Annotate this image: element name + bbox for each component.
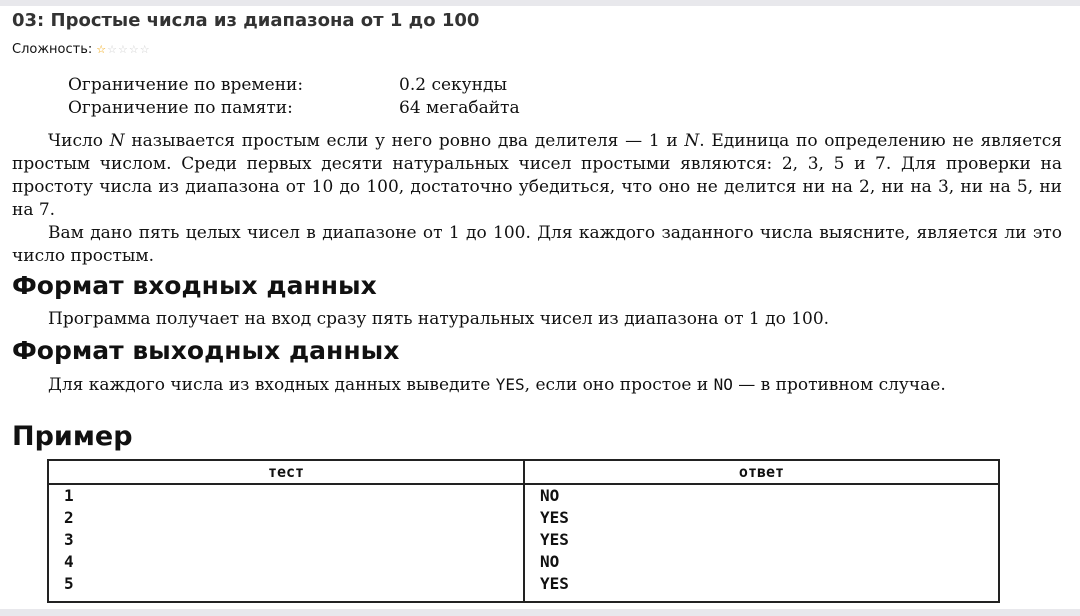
difficulty-label: Сложность: <box>12 42 93 57</box>
column-header-test: тест <box>48 460 524 484</box>
yes-keyword: YES <box>495 375 525 394</box>
table-row <box>48 573 999 602</box>
statement-paragraph-1 <box>12 130 1062 268</box>
answer-cell: YES <box>540 508 569 527</box>
table-row <box>48 484 999 507</box>
star-empty-icon: ☆ <box>118 43 128 56</box>
page-title: 03: Простые числа из диапазона от 1 до 100 <box>12 10 480 31</box>
test-cell: 1 <box>48 484 524 507</box>
test-cell: 2 <box>48 507 524 529</box>
memory-limit-value: 64 мегабайта <box>399 98 520 118</box>
limits-block <box>68 74 520 120</box>
time-limit-row <box>68 74 520 97</box>
statement-p1-text: Число N называется простым если у него ровно два делителя — 1 и N. Единица по определению не является простым числом. Среди первых десяти натуральных чисел простыми являются: 2, 3, 5 и 7. Для проверки на простоту числа из диапазона от 10 до 100, достаточно убедиться, что оно не делится ни на 2, ни на 3, ни на 5, ни на 7. <box>12 131 1062 220</box>
table-row <box>48 529 999 551</box>
star-empty-icon: ☆ <box>139 43 150 56</box>
star-empty-icon: ☆ <box>128 43 139 56</box>
input-format-heading: Формат входных данных <box>12 271 377 300</box>
time-limit-value: 0.2 секунды <box>399 75 507 95</box>
table-row <box>48 507 999 529</box>
answer-cell: YES <box>540 574 569 593</box>
time-limit-label: Ограничение по времени: <box>68 75 304 95</box>
difficulty-stars <box>96 44 150 55</box>
test-cell: 5 <box>48 573 524 602</box>
memory-limit-label: Ограничение по памяти: <box>68 98 293 118</box>
test-cell: 3 <box>48 529 524 551</box>
output-format-text: Для каждого числа из входных данных выведите YES, если оно простое и NO — в противном случае. <box>48 375 946 395</box>
difficulty-rating <box>12 42 151 57</box>
memory-limit-row <box>68 97 520 120</box>
problem-page <box>0 6 1080 609</box>
column-header-answer: ответ <box>524 460 999 484</box>
answer-cell: NO <box>540 486 560 505</box>
input-format-text: Программа получает на вход сразу пять натуральных чисел из диапазона от 1 до 100. <box>48 309 830 329</box>
no-keyword: NO <box>713 375 733 394</box>
output-format-heading: Формат выходных данных <box>12 336 400 365</box>
star-filled-icon: ☆ <box>96 43 107 56</box>
test-cell: 4 <box>48 551 524 573</box>
statement-paragraph-2: Вам дано пять целых чисел в диапазоне от 1 до 100. Для каждого заданного числа выясните, является ли это число простым. <box>12 223 1062 266</box>
star-empty-icon: ☆ <box>107 43 118 56</box>
answer-cell: YES <box>540 530 569 549</box>
answer-cell: NO <box>540 552 560 571</box>
example-table <box>47 459 1000 603</box>
example-heading: Пример <box>12 421 133 452</box>
table-row <box>48 551 999 573</box>
